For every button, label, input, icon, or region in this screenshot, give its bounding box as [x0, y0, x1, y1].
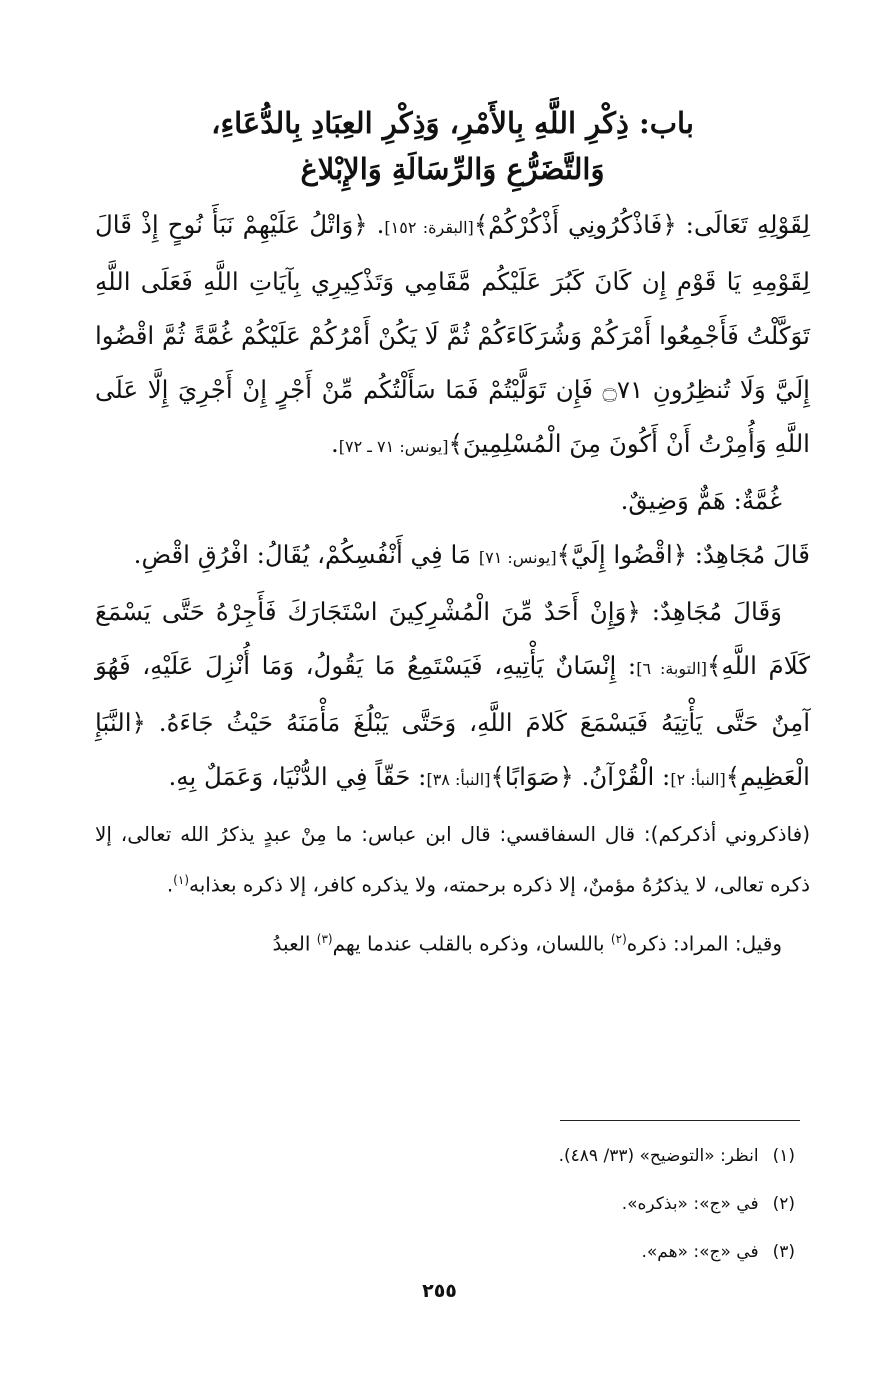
footnotes	[95, 1132, 795, 1276]
commentary-paragraph-2	[95, 916, 810, 967]
matn-paragraph-2: غُمَّةٌ: هَمٌّ وَضِيقٌ.	[620, 486, 782, 515]
commentary-text-run: باللسان، وذكره بالقلب عندما يهم	[332, 931, 611, 956]
commentary-text-run: وقيل: المراد: ذكره	[626, 931, 782, 956]
footnote-text: في «ج»: «هم».	[641, 1242, 759, 1262]
hadith-text	[95, 198, 810, 807]
footnote-marker[interactable]: (٢)	[610, 931, 627, 946]
matn-text: . ﴿وَاتْلُ عَلَيْهِمْ نَبَأَ نُوحٍ إِذْ قَالَ لِقَوْمِهِ يَا قَوْمِ إِن كَانَ كَبُرَ عَلَيْكُم مَّقَامِي وَتَذْكِيرِي بِآيَاتِ اللَّهِ فَعَلَى اللَّهِ تَوَكَّلْتُ فَأَجْمِعُوا أَمْرَكُمْ وَشُرَكَاءَكُمْ ثُمَّ لَا يَكُنْ أَمْرُكُمْ عَلَيْكُمْ غُمَّةً ثُمَّ اقْضُوا إِلَيَّ وَلَا تُنظِرُونِ ۝٧١ فَإِن تَوَلَّيْتُمْ فَمَا سَأَلْتُكُم مِّنْ أَجْرٍ إِنْ أَجْرِيَ إِلَّا عَلَى اللَّهِ وَأُمِرْتُ أَنْ أَكُونَ مِنَ الْمُسْلِمِينَ﴾	[95, 210, 810, 458]
matn-text: قَالَ مُجَاهِدٌ: ﴿اقْضُوا إِلَيَّ﴾	[556, 540, 810, 569]
matn-paragraph-3	[95, 528, 810, 585]
commentary-text-run: العبدُ	[272, 931, 317, 956]
footnote-number: (١)	[772, 1146, 795, 1166]
chapter-title-text-1: : ذِكْرِ اللَّهِ بِالأَمْرِ، وَذِكْرِ العِبَادِ بِالدُّعَاءِ،	[211, 106, 650, 140]
footnote-1	[95, 1132, 795, 1180]
footnote-text: في «ج»: «بذكره».	[621, 1194, 759, 1214]
commentary-text-run: .	[166, 872, 174, 897]
commentary-text-run: (فاذكروني أذكركم): قال السفاقسي: قال ابن عباس: ما مِنْ عبدٍ يذكرُ الله تعالى، إلا ذكره تعالى، لا يذكرُهُ مؤمنٌ، إلا ذكره برحمته، ولا يذكره كافر، إلا ذكره بعذابه	[95, 822, 810, 897]
chapter-title	[95, 100, 810, 192]
chapter-heading-word: باب	[649, 106, 694, 140]
matn-text: .	[330, 429, 339, 458]
matn-text: : حَقّاً فِي الدُّنْيَا، وَعَمَلٌ بِهِ.	[168, 762, 427, 791]
matn-text: : إِنْسَانٌ يَأْتِيهِ، فَيَسْتَمِعُ مَا يَقُولُ، وَمَا أُنْزِلَ عَلَيْهِ، فَهُوَ آمِنٌ حَتَّى يَأْتِيَهُ فَيَسْمَعَ كَلامَ اللَّهِ، وَحَتَّى يَبْلُغَ مَأْمَنَهُ حَيْثُ جَاءَهُ. ﴿النَّبَإِ الْعَظِيمِ﴾	[95, 651, 810, 791]
matn-text: لِقَوْلِهِ تَعَالَى: ﴿فَاذْكُرُونِي أَذْكُرْكُمْ﴾	[473, 210, 811, 239]
footnote-number: (٢)	[772, 1194, 795, 1214]
quran-reference: [يونس: ٧١ ـ ٧٢]	[338, 437, 449, 456]
chapter-title-line-2: وَالتَّضَرُّعِ وَالرِّسَالَةِ وَالإِبْلاغ	[300, 152, 605, 186]
chapter-title-line-1	[95, 100, 810, 146]
matn-text: وَقَالَ مُجَاهِدٌ: ﴿وَإِنْ أَحَدٌ مِّنَ الْمُشْرِكِينَ اسْتَجَارَكَ فَأَجِرْهُ حَتَّى يَسْمَعَ كَلَامَ اللَّهِ﴾	[95, 597, 810, 680]
quran-reference: [التوبة: ٦]	[636, 659, 708, 678]
footnote-text: انظر: «التوضيح» (٣٣/ ٤٨٩).	[558, 1146, 759, 1166]
footnote-2	[95, 1180, 795, 1228]
footnote-separator	[560, 1120, 800, 1121]
footnote-number: (٣)	[772, 1242, 795, 1262]
matn-paragraph-4	[95, 585, 810, 807]
quran-reference: [النبأ: ٢]	[670, 770, 726, 789]
commentary-paragraph-1	[95, 811, 810, 908]
commentary-text	[95, 811, 810, 966]
footnote-3	[95, 1228, 795, 1276]
page-number: ٢٥٥	[422, 1280, 457, 1302]
matn-text: مَا فِي أَنْفُسِكُمْ، يُقَالُ: افْرُقِ اقْضِ.	[133, 540, 479, 569]
page-body	[95, 100, 810, 974]
matn-paragraph-1	[95, 198, 810, 474]
footnote-marker[interactable]: (١)	[173, 873, 189, 887]
quran-reference: [النبأ: ٣٨]	[426, 770, 491, 789]
footnote-marker[interactable]: (٣)	[316, 931, 333, 946]
quran-reference: [البقرة: ١٥٢]	[384, 218, 474, 237]
quran-reference: [يونس: ٧١]	[478, 548, 557, 567]
matn-text: : الْقُرْآنُ. ﴿صَوَابًا﴾	[490, 762, 671, 791]
